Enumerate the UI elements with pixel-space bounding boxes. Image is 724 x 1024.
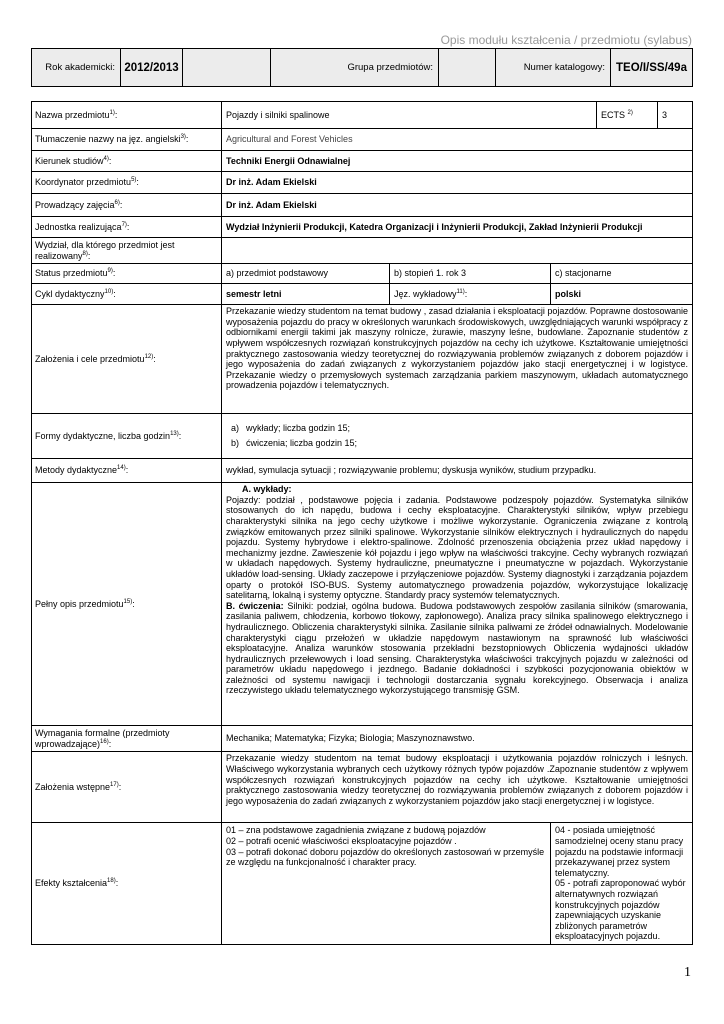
row-learning-outcomes <box>32 823 693 945</box>
learning-outcomes-label: Efekty kształcenia$^{18)}$: <box>32 823 222 945</box>
row-coordinator <box>32 172 693 194</box>
exercises-block <box>226 601 688 696</box>
teaching-form-item: a) wykłady; liczba godzin 15; <box>231 423 351 434</box>
row-field-of-study <box>32 151 693 172</box>
objectives-value: Przekazanie wiedzy studentom na temat budowy , zasad działania i eksploatacji pojazdów. Poprawne dostosowanie wyposażenia pojazdu do pracy w określonych warunkach środowiskowych, uwzględniających warunki współpracy z odbiornikami energii takimi jak maszyny rolnicze, żurawie, maszyny leśne, budowlane. Zapoznanie studentów z wpływem współczesnych rozwiązań konstrukcyjnych pojazdów na cechy ich użytkowe. Kształtowanie umiejętności praktycznego zastosowania wiedzy teoretycznej do rozwiązywania problemów związanych z doborem pojazdów i jego wyposażenia do zadań związanych z wykorzystaniem pojazdów jako stacji energetycznej i w logistyce. Przekazanie wiedzy o przemysłowych systemach zarządzania parkiem maszynowym, układach automatycznego prowadzenia pojazdów i telematycznych. <box>222 305 693 414</box>
status-label: Status przedmiotu$^{9)}$: <box>32 264 222 284</box>
cycle-label: Cykl dydaktyczny$^{10)}$: <box>32 284 222 305</box>
language-value: polski <box>551 284 693 305</box>
row-subject-name <box>32 102 693 129</box>
lectures-heading: A. wykłady: <box>242 484 292 495</box>
learning-outcomes-left <box>222 823 551 945</box>
teaching-forms-label: Formy dydaktyczne, liczba godzin$^{13)}$: <box>32 414 222 459</box>
academic-year-label: Rok akademicki: <box>32 49 121 87</box>
ects-label: ECTS $^{2)}$ <box>597 102 658 129</box>
methods-value: wykład, symulacja sytuacji ; rozwiązywanie problemu; dyskusja wyników, studium przypadku. <box>222 459 693 483</box>
faculty-label: Wydział, dla którego przedmiot jest realizowany$^{8)}$: <box>32 238 222 264</box>
syllabus-table <box>31 101 693 945</box>
english-name-value: Agricultural and Forest Vehicles <box>222 129 693 151</box>
requirements-value: Mechanika; Matematyka; Fizyka; Biologia; Maszynoznawstwo. <box>222 726 693 752</box>
outcome-item: 04 - posiada umiejętność samodzielnej oceny stanu pracy pojazdu na podstawie informacji przekazywanej przez system telematyczny. <box>555 825 684 878</box>
outcome-item: 02 – potrafi ocenić właściwości eksploatacyjne pojazdów . <box>226 835 457 846</box>
row-english-name <box>32 129 693 151</box>
row-teaching-forms <box>32 414 693 459</box>
catalog-number-value: TEO/I/SS/49a <box>611 49 693 87</box>
row-prerequisites <box>32 752 693 823</box>
subject-name-value: Pojazdy i silniki spalinowe <box>222 102 597 129</box>
outcome-item: 01 – zna podstawowe zagadnienia związane z budową pojazdów <box>226 825 486 836</box>
status-type: a) przedmiot podstawowy <box>222 264 390 284</box>
header-spacer <box>183 49 271 87</box>
lecturer-value: Dr inż. Adam Ekielski <box>222 194 693 217</box>
row-status <box>32 264 693 284</box>
requirements-label: Wymagania formalne (przedmioty wprowadzające)$^{16)}$: <box>32 726 222 752</box>
language-label: Jęz. wykładowy$^{11)}$: <box>390 284 551 305</box>
coordinator-value: Dr inż. Adam Ekielski <box>222 172 693 194</box>
row-cycle <box>32 284 693 305</box>
objectives-label: Założenia i cele przedmiotu$^{12)}$: <box>32 305 222 414</box>
teaching-forms-list <box>222 414 693 459</box>
outcome-item: 05 - potrafi zaproponować wybór alternatywnych rozwiązań konstrukcyjnych pojazdów zapewniających uzyskanie zbliżonych parametrów eksploatacyjnych pojazdu. <box>555 878 686 942</box>
lecturer-label: Prowadzący zajęcia$^{6)}$: <box>32 194 222 217</box>
learning-outcomes-right <box>551 823 693 945</box>
english-name-label: Tłumaczenie nazwy na jęz. angielski$^{3)}$: <box>32 129 222 151</box>
subject-name-label: Nazwa przedmiotu$^{1)}$: <box>32 102 222 129</box>
row-requirements <box>32 726 693 752</box>
row-faculty <box>32 238 693 264</box>
row-lecturer <box>32 194 693 217</box>
academic-year-value: 2012/2013 <box>121 49 183 87</box>
catalog-number-label: Numer katalogowy: <box>496 49 611 87</box>
unit-value: Wydział Inżynierii Produkcji, Katedra Organizacji i Inżynierii Produkcji, Zakład Inżynierii Produkcji <box>222 217 693 238</box>
full-description-label: Pełny opis przedmiotu$^{15)}$: <box>32 483 222 726</box>
row-objectives <box>32 305 693 414</box>
row-unit <box>32 217 693 238</box>
row-full-description <box>32 483 693 726</box>
prerequisites-value: Przekazanie wiedzy studentom na temat budowy eksploatacji i użytkowania pojazdów rolniczych i leśnych. Właściwego wykorzystania wybranych cech użytkowy różnych typów pojazdów .Zapoznanie studentów z wpływem współczesnych rozwiązań konstrukcyjnych pojazdów na cechy ich użytkowe. Kształtowanie umiejętności praktycznego zastosowania wiedzy teoretycznej do rozwiązywania problemów związanych z doborem pojazdów i jego wyposażenia do zadań związanych z wykorzystaniem pojazdów jako stacji energetycznej i w logistyce. <box>222 752 693 823</box>
field-of-study-label: Kierunek studiów$^{4)}$: <box>32 151 222 172</box>
status-mode: c) stacjonarne <box>551 264 693 284</box>
faculty-value <box>222 238 693 264</box>
subject-group-label: Grupa przedmiotów: <box>271 49 439 87</box>
teaching-form-item: b) ćwiczenia; liczba godzin 15; <box>231 438 358 449</box>
catalog-header-table <box>31 48 693 87</box>
full-description-value <box>222 483 693 726</box>
row-methods <box>32 459 693 483</box>
page-number: 1 <box>684 965 691 980</box>
exercises-heading: B. ćwiczenia: <box>226 600 284 611</box>
coordinator-label: Koordynator przedmiotu$^{5)}$: <box>32 172 222 194</box>
status-level: b) stopień 1. rok 3 <box>390 264 551 284</box>
document-title: Opis modułu kształcenia / przedmiotu (sylabus) <box>440 33 692 47</box>
prerequisites-label: Założenia wstępne$^{17)}$: <box>32 752 222 823</box>
cycle-value: semestr letni <box>222 284 390 305</box>
methods-label: Metody dydaktyczne$^{14)}$: <box>32 459 222 483</box>
exercises-text: Silniki: podział, ogólna budowa. Budowa podstawowych zespołów zasilania silników (smarowania, zasilania paliwem, chłodzenia, korbowo tłokowy, zapłonowego). Analiza pracy silnika spalinowego elektrycznego i hydraulicznego. Obliczenia charakterystyki silnika. Zasilanie silnika paliwami ze źródeł odnawialnych. Modelowanie charakterystyki ciągu przełożeń w układzie napędowym nastawionym na sprawność lub właściwości eksploatacyjne. Analiza warunków stosowania przekładni bezstopniowych Obliczenia wydajności układów hydraulicznych przełewowych i load sensing. Charakterystyka właściwości trakcyjnych pojazdu w zależności od parametrów układu napędowego i jezdnego. Badanie dokładności i szybkości pozycjonowania obiektów w zależności od systemu nawigacji i technologii dostarczania sygnału korekcyjnego. Obserwacja i analiza rzeczywistego układu telematycznego wykorzystującego transmisję GSM. <box>226 600 689 696</box>
subject-group-value <box>439 49 496 87</box>
outcome-item: 03 – potrafi dokonać doboru pojazdów do określonych zastosowań w przemyśle ze względu na funkcjonalność i charakter pracy. <box>226 846 545 868</box>
lectures-text: Pojazdy: podział , podstawowe pojęcia i zadania. Podstawowe podzespoły pojazdów. Systematyka silników stosowanych do ich napędu, budowa i cechy eksploatacyjne. Charakterystyki silników, wpływ przebiegu charakterystyki silnika na jego cechy użytkowe i możliwe wykorzystanie. Ograniczenia związane z kontrolą związków emitowanych przez silniki spalinowe. Wykorzystanie silników elektrycznych i hydraulicznych do napędu pojazdu. Systemy hybrydowe i elektro-spalinowe. Zdolność przenoszenia obciążenia przez układ napędowy i mechanizmy jezdne. Zawieszenie kół pojazdu i jego wpływ na właściwości trakcyjne. Cechy wybranych rozwiązań w układach napędowych. Systemy hydrauliczne, pneumatyczne i pneumatyczne w pojazdach. Wykorzystanie układów load-sensing. Układy zaczepowe i przyłączeniowe pojazdów. Systemy diagnostyki i zarządzania pojazdem oparty o protokół ISO-BUS. Systemy automatycznego prowadzenia pojazdów, wykorzystujące lokalizację satelitarną, lokalną i systemy optyczne. Standardy pracy systemów telematycznych. <box>226 494 689 601</box>
field-of-study-value: Techniki Energii Odnawialnej <box>222 151 693 172</box>
ects-value: 3 <box>658 102 693 129</box>
unit-label: Jednostka realizująca$^{7)}$: <box>32 217 222 238</box>
